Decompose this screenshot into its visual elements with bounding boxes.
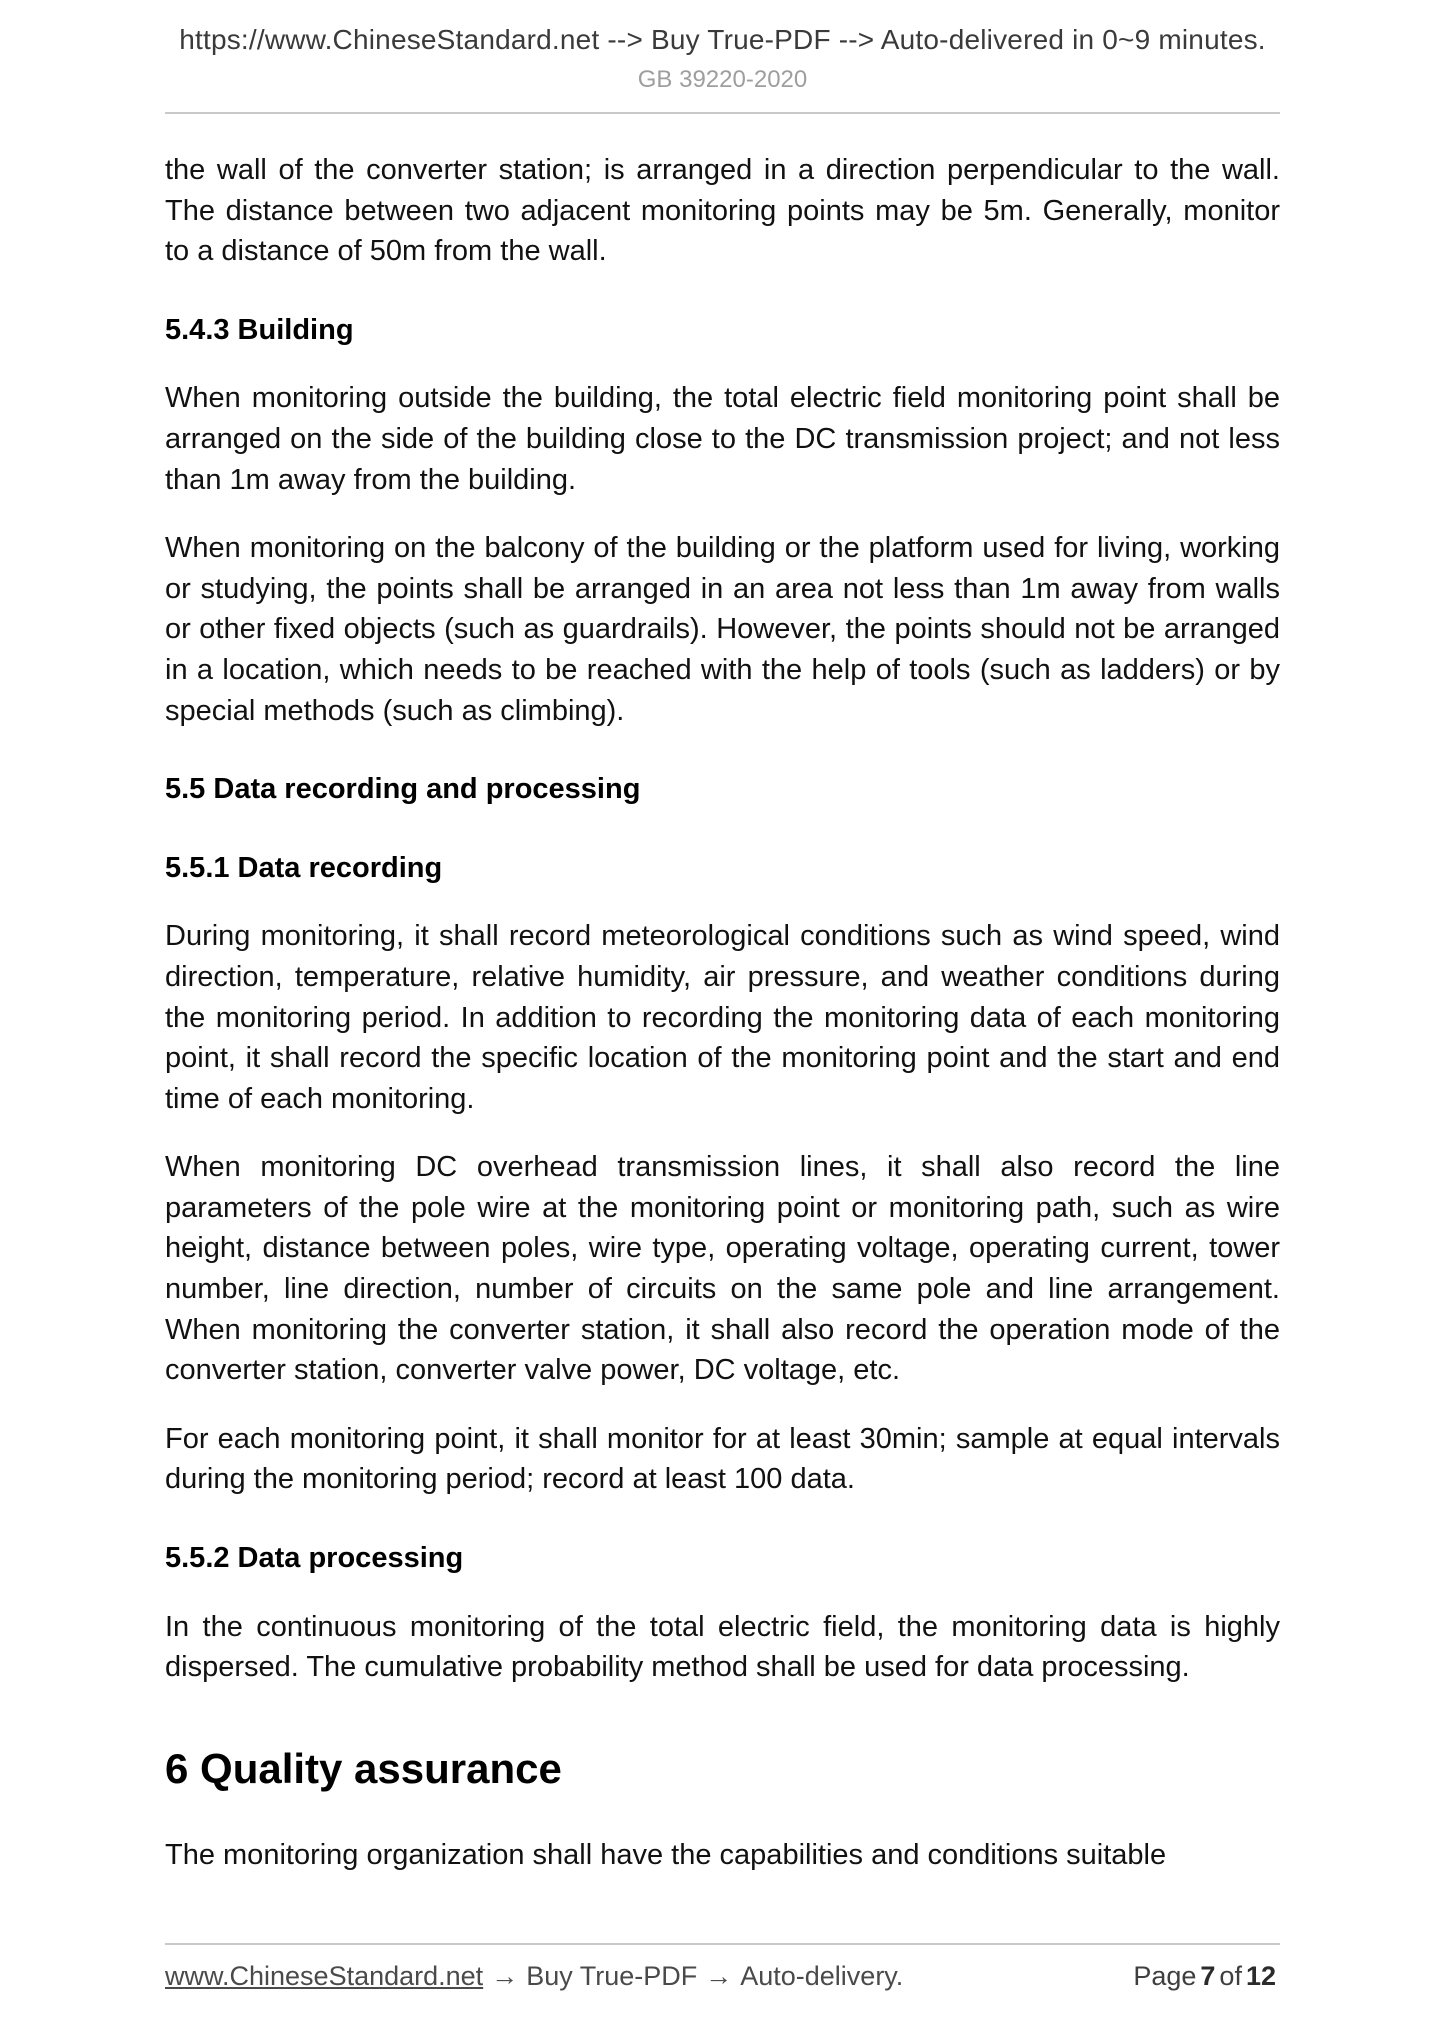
paragraph: When monitoring DC overhead transmission lines, it shall also record the line parameters of the pole wire at the monitoring point or monitoring path, such as wire height, distance between poles, wire type, operating voltage, operating current, tower number, line direction, number of circuits on the same pole and line arrangement. When monitoring the converter station, it shall also record the operation mode of the converter station, converter valve power, DC voltage, etc. <box>165 1151 1280 1387</box>
header-url-line: https://www.ChineseStandard.net --> Buy True-PDF --> Auto-delivered in 0~9 minutes. <box>179 24 1266 55</box>
section-heading-5-5-2: 5.5.2 Data processing <box>165 1542 464 1575</box>
page-label: Page <box>1133 1961 1197 1991</box>
footer-promo <box>165 1961 903 1992</box>
paragraph: The monitoring organization shall have the capabilities and conditions suitable <box>165 1838 1167 1871</box>
paragraph: When monitoring outside the building, the total electric field monitoring point shall be arranged on the side of the building close to the DC transmission project; and not less than 1m away from the building. <box>165 382 1280 496</box>
page-footer <box>165 1943 1280 1992</box>
arrow-icon: → <box>705 1961 733 1991</box>
current-page-number: 7 <box>1200 1961 1216 1991</box>
paragraph: During monitoring, it shall record meteorological conditions such as wind speed, wind direction, temperature, relative humidity, air pressure, and weather conditions during the monitoring period. In addition to recording the monitoring data of each monitoring point, it shall record the specific location of the monitoring point and the start and end time of each monitoring. <box>165 920 1280 1115</box>
paragraph: the wall of the converter station; is arranged in a direction perpendicular to the wall. The distance between two adjacent monitoring points may be 5m. Generally, monitor to a distance of 50m from the wall. <box>165 154 1280 268</box>
paragraph: For each monitoring point, it shall monitor for at least 30min; sample at equal intervals during the monitoring period; record at least 100 data. <box>165 1422 1280 1496</box>
paragraph: In the continuous monitoring of the total electric field, the monitoring data is highly dispersed. The cumulative probability method shall be used for data processing. <box>165 1610 1280 1684</box>
document-body <box>0 114 1445 1875</box>
footer-site-link[interactable]: www.ChineseStandard.net <box>165 1961 484 1991</box>
chapter-heading-6: 6 Quality assurance <box>165 1744 562 1792</box>
total-pages-number: 12 <box>1245 1961 1276 1991</box>
of-label: of <box>1219 1961 1242 1991</box>
section-heading-5-5-1: 5.5.1 Data recording <box>165 851 443 884</box>
footer-delivery-text: Auto-delivery. <box>740 1961 904 1991</box>
paragraph: When monitoring on the balcony of the building or the platform used for living, working or studying, the points shall be arranged in an area not less than 1m away from walls or other fixed objects (such as guardrails). However, the points should not be arranged in a location, which needs to be reached with the help of tools (such as ladders) or by special methods (such as climbing). <box>165 532 1280 727</box>
page-header <box>0 0 1445 114</box>
arrow-icon: → <box>491 1961 519 1991</box>
section-heading-5-5: 5.5 Data recording and processing <box>165 773 641 806</box>
footer-buy-text: Buy True-PDF <box>526 1961 698 1991</box>
section-heading-5-4-3: 5.4.3 Building <box>165 313 354 346</box>
standard-number: GB 39220-2020 <box>637 66 808 93</box>
page-indicator <box>1133 1961 1280 1992</box>
